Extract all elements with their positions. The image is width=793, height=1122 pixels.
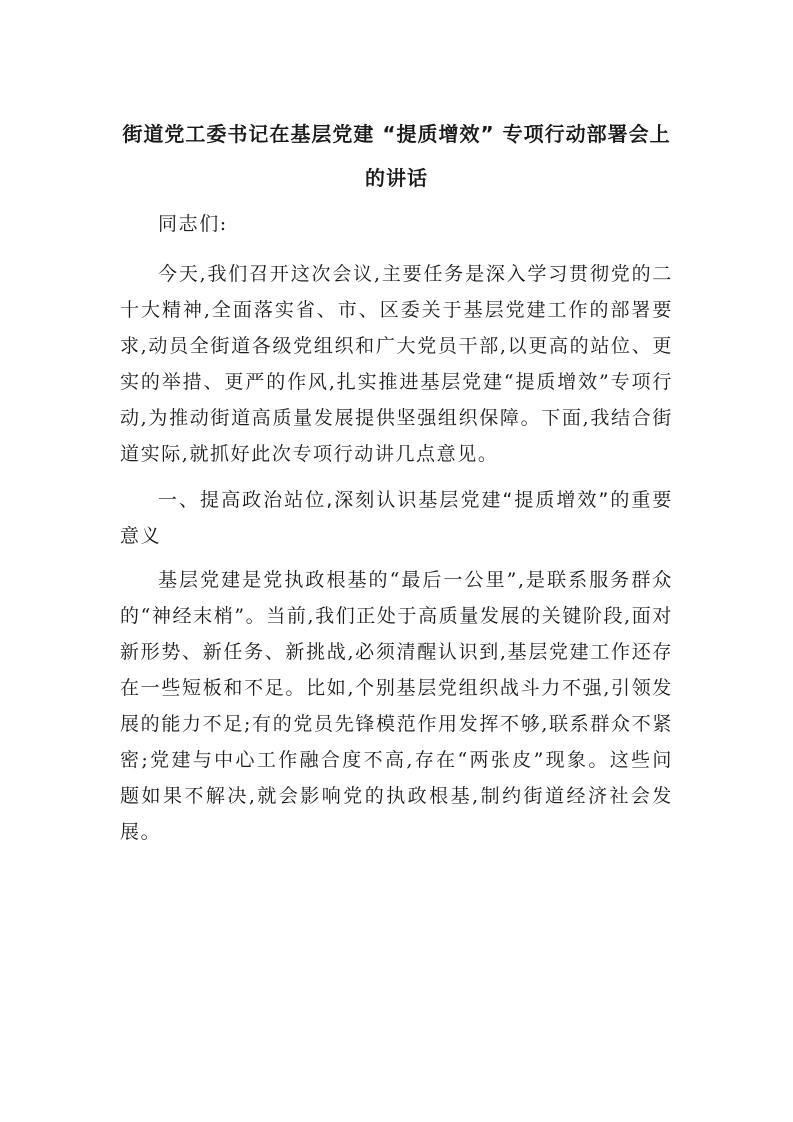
section-heading-1: 一、提高政治站位,深刻认识基层党建“提质增效”的重要意义	[120, 489, 673, 547]
salutation: 同志们:	[158, 213, 228, 235]
intro-paragraph: 今天,我们召开这次会议,主要任务是深入学习贯彻党的二十大精神,全面落实省、市、区委关于基层党建工作的部署要求,动员全街道各级党组织和广大党员干部,以更高的站位、更实的举措、更严的作风,扎实推进基层党建“提质增效”专项行动,为推动街道高质量发展提供坚强组织保障。下面,我结合街道实际,就抓好此次专项行动讲几点意见。	[120, 263, 673, 465]
section-body-1: 基层党建是党执政根基的“最后一公里”,是联系服务群众的“神经末梢”。当前,我们正处于高质量发展的关键阶段,面对新形势、新任务、新挑战,必须清醒认识到,基层党建工作还存在一些短板和不足。比如,个别基层党组织战斗力不强,引领发展的能力不足;有的党员先锋模范作用发挥不够,联系群众不紧密;党建与中心工作融合度不高,存在“两张皮”现象。这些问题如果不解决,就会影响党的执政根基,制约街道经济社会发展。	[120, 569, 673, 843]
document-page	[120, 112, 673, 854]
document-title: 街道党工委书记在基层党建 “提质增效” 专项行动部署会上的讲话	[122, 122, 671, 190]
